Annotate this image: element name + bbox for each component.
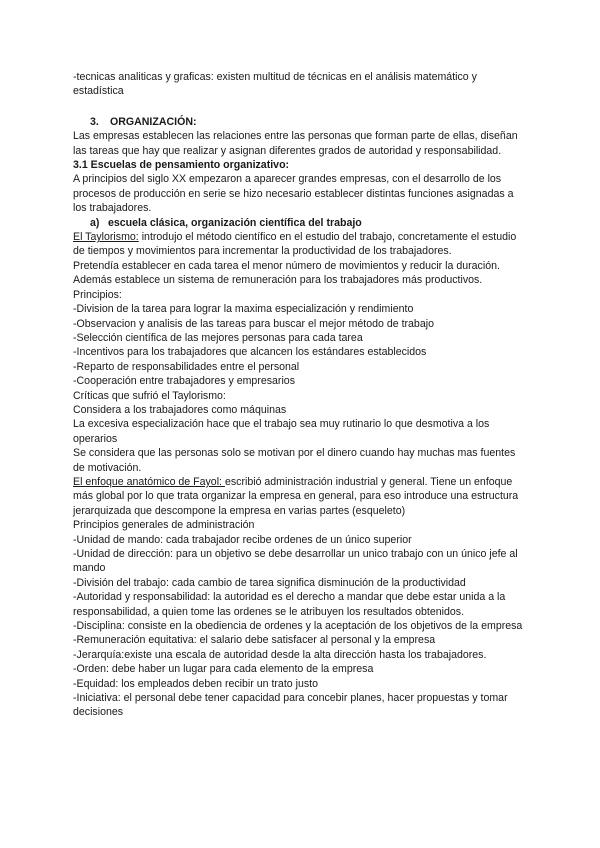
list-item: -Selección científica de las mejores personas para cada tarea <box>73 331 363 344</box>
list-item: -Orden: debe haber un lugar para cada elemento de la empresa <box>73 663 374 676</box>
list-item: -Unidad de dirección: para un objetivo se debe desarrollar un unico trabajo con un único jefe al mando <box>73 548 518 575</box>
section-3-1-text: A principios del siglo XX empezaron a aparecer grandes empresas, con el desarrollo de los procesos de producción en serie se hizo necesario establecer distintas funciones asignadas a los trabajadores. <box>73 173 514 215</box>
taylorismo-line-3: Además establece un sistema de remuneración para los trabajadores más productivos. <box>73 274 483 287</box>
taylorismo-principios-label: Principios: <box>73 288 122 301</box>
list-item: -Autoridad y responsabilidad: la autoridad es el derecho a mandar que debe estar unida a la responsabilidad, a quien tome las ordenes se le atribuyen los resultados obtenidos. <box>73 591 506 618</box>
list-item: -Division de la tarea para lograr la maxima especialización y rendimiento <box>73 303 414 316</box>
subsection-a-heading <box>73 216 528 230</box>
taylorismo-text: introdujo el método científico en el estudio del trabajo, concretamente el estudio de tiempos y movimientos para incrementar la productividad de los trabajadores. <box>73 231 517 258</box>
fayol-paragraph <box>73 475 528 518</box>
section-3-text: Las empresas establecen las relaciones entre las personas que forman parte de ellas, diseñan las tareas que hay que realizar y asignan diferentes grados de autoridad y responsabilidad. <box>73 130 518 157</box>
taylorismo-criticas-label: Críticas que sufrió el Taylorismo: <box>73 389 226 402</box>
fayol-term: El enfoque anatómico de Fayol: <box>73 475 225 488</box>
list-item: Considera a los trabajadores como máquinas <box>73 403 287 416</box>
intro-tecnicas: -tecnicas analiticas y graficas: existen multitud de técnicas en el análisis matemático y estadística <box>73 71 477 98</box>
section-3-title: ORGANIZACIÓN: <box>110 115 197 128</box>
list-item: Se considera que las personas solo se motivan por el dinero cuando hay muchas mas fuentes de motivación. <box>73 447 516 474</box>
list-item: -Incentivos para los trabajadores que alcancen los estándares establecidos <box>73 346 427 359</box>
list-item: -Unidad de mando: cada trabajador recibe ordenes de un único superior <box>73 533 412 546</box>
fayol-principios-label: Principios generales de administración <box>73 519 255 532</box>
list-item: -Jerarquía:existe una escala de autoridad desde la alta dirección hasta los trabajadores. <box>73 648 487 661</box>
list-item: -Iniciativa: el personal debe tener capacidad para concebir planes, hacer propuestas y tomar decisiones <box>73 692 508 719</box>
section-3-heading <box>73 115 528 129</box>
subsection-a-marker: a) <box>90 216 100 229</box>
list-item: -Reparto de responsabilidades entre el personal <box>73 360 300 373</box>
subsection-a-title: escuela clásica, organización científica del trabajo <box>108 216 362 229</box>
document-body <box>73 70 528 720</box>
list-item: -Cooperación entre trabajadores y empresarios <box>73 375 295 388</box>
list-item: -Disciplina: consiste en la obediencia de ordenes y la aceptación de los objetivos de la empresa <box>73 620 523 633</box>
section-3-1-heading: 3.1 Escuelas de pensamiento organizativo: <box>73 159 290 172</box>
taylorismo-term: El Taylorismo: <box>73 231 139 244</box>
spacer <box>73 99 528 115</box>
taylorismo-line-2: Pretendía establecer en cada tarea el menor número de movimientos y reducir la duración. <box>73 259 500 272</box>
list-item: -Observacion y analisis de las tareas para buscar el mejor método de trabajo <box>73 317 434 330</box>
section-3-number: 3. <box>90 115 99 128</box>
taylorismo-paragraph <box>73 230 528 259</box>
list-item: -Equidad: los empleados deben recibir un trato justo <box>73 677 318 690</box>
list-item: La excesiva especialización hace que el trabajo sea muy rutinario lo que desmotiva a los operarios <box>73 418 490 445</box>
list-item: -Remuneración equitativa: el salario debe satisfacer al personal y la empresa <box>73 634 436 647</box>
fayol-text: escribió administración industrial y general. Tiene un enfoque más global por lo que trata organizar la empresa en general, para eso introduce una estructura jerarquizada que descompone la empresa en varias partes (esqueleto) <box>73 475 519 517</box>
list-item: -División del trabajo: cada cambio de tarea significa disminución de la productividad <box>73 576 466 589</box>
